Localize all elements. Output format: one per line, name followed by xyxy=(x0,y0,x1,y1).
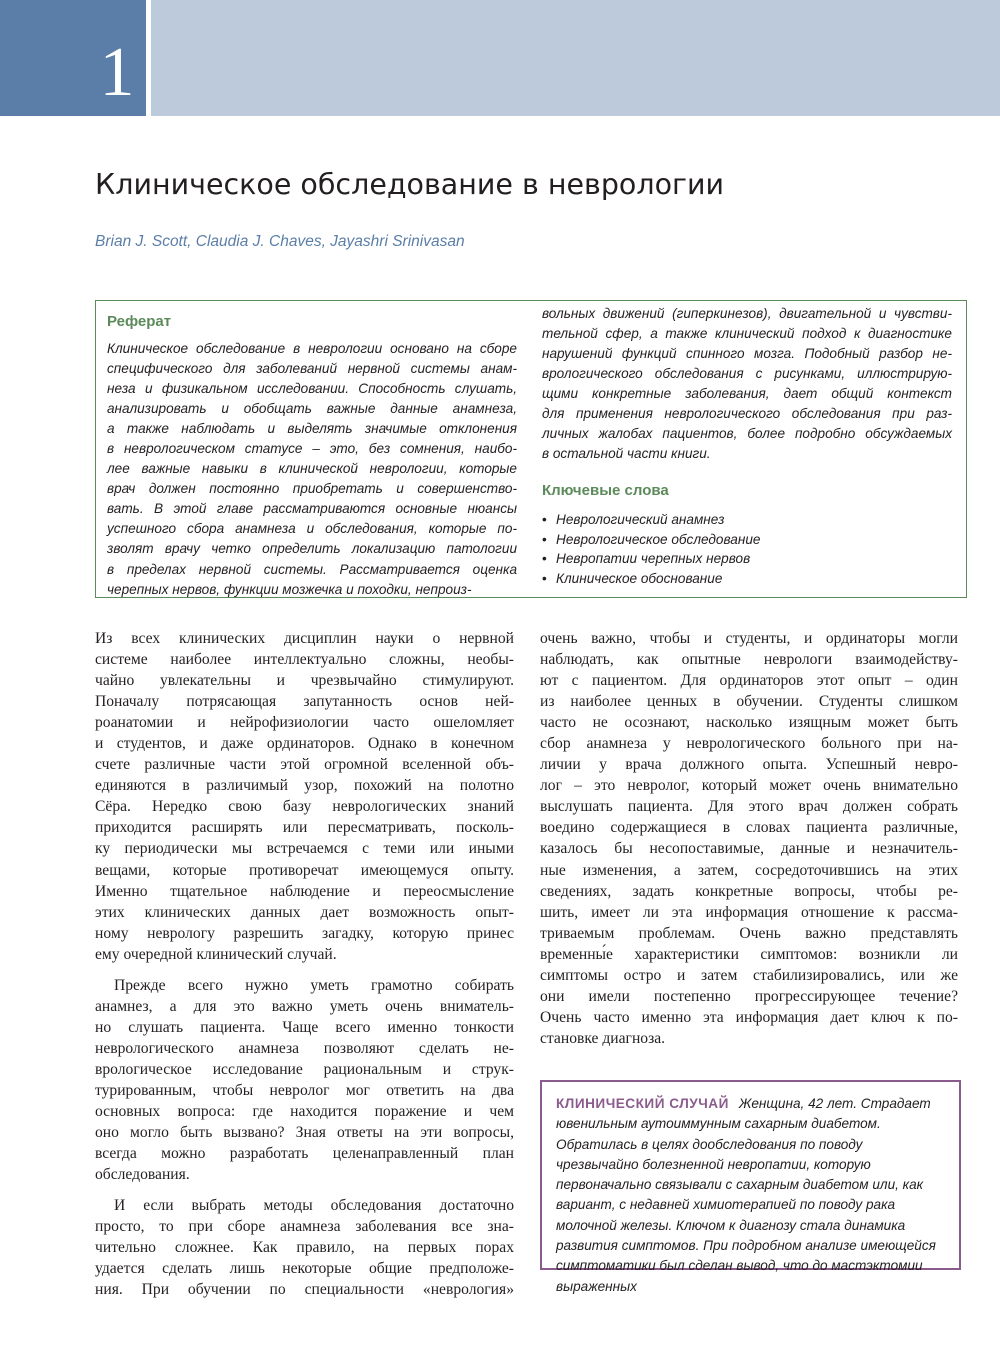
body-line: системе наиболее интеллектуально сложны, необы- xyxy=(95,651,514,669)
body-line: чительно сложнее. Как правило, на первых порах xyxy=(95,1239,514,1257)
abstract-text-left xyxy=(107,339,517,600)
body-line: этих клинических данных дает возможность опыт- xyxy=(95,903,514,921)
body-line: врологическое исследование рациональным и струк- xyxy=(95,1060,514,1078)
body-line: симптомы остро и затем стабилизировались, или же xyxy=(540,966,958,984)
keyword-text: Невропатии черепных нервов xyxy=(556,551,751,566)
body-line: ные изменения, а затем, сосредоточившись на этих xyxy=(540,861,958,879)
body-line: воедино содержащиеся в словах пациента различные, xyxy=(540,819,958,837)
body-line: ют с пациентом. Для ординаторов этот опыт – один xyxy=(540,672,958,690)
paragraph-gap xyxy=(95,1185,514,1195)
abstract-line: зволят врачу четко определить локализацию патологии xyxy=(107,541,517,557)
body-line: основных вопроса: где находится поражение и чем xyxy=(95,1103,514,1121)
keyword-item xyxy=(542,549,760,569)
body-line: но слушать пациента. Чаще всего именно тонкости xyxy=(95,1018,514,1036)
body-column-left xyxy=(95,628,514,1300)
body-line: сведениях, задать конкретные вопросы, чтобы ре- xyxy=(540,882,958,900)
body-line: Сёра. Нередко свою базу неврологических знаний xyxy=(95,798,514,816)
keywords-heading: Ключевые слова xyxy=(542,482,669,499)
abstract-line: черепных нервов, функции мозжечка и походки, непроиз- xyxy=(107,581,472,597)
body-line: триваемым проблемам. Очень важно представлять xyxy=(540,924,958,942)
abstract-line: нарушений функций спинного мозга. Подобный разбор не- xyxy=(542,346,952,362)
body-line: обследования. xyxy=(95,1166,190,1184)
abstract-line: врологического обследования с рисунками, иллюстрирую- xyxy=(542,366,952,382)
body-line: Из всех клинических дисциплин науки о нервной xyxy=(95,630,514,647)
body-line: часто не осознают, насколько изящным может быть xyxy=(540,714,958,732)
body-line: роанатомии и нейрофизиологии часто ошеломляет xyxy=(95,714,514,732)
keyword-text: Неврологическое обследование xyxy=(556,531,761,547)
body-line: шить, имеет ли эта информация отношение к рассма- xyxy=(540,903,958,921)
body-line: сбор анамнеза у неврологического больного при на- xyxy=(540,735,958,753)
abstract-line: в неврологическом статусе – это, без сомнения, наибо- xyxy=(107,441,517,457)
abstract-line: успешного сбора анамнеза и обследования, которые по- xyxy=(107,521,517,537)
keywords-list xyxy=(542,510,760,588)
bullet-icon: • xyxy=(542,551,547,566)
abstract-line: для применения неврологического обследования при раз- xyxy=(542,406,952,422)
body-line: ку периодически мы встречаемся с теми или иными xyxy=(95,840,514,858)
abstract-box xyxy=(95,300,967,598)
bullet-icon: • xyxy=(542,512,547,527)
body-line: Поначалу потрясающая запутанность основ ней- xyxy=(95,693,514,711)
body-line: личии у врача должного опыта. Успешный невро- xyxy=(540,756,958,774)
keyword-item xyxy=(542,530,760,550)
abstract-line: врач должен постоянно приобретать и совершенство- xyxy=(107,481,517,497)
body-line: приходится расширять или пересматривать, посколь- xyxy=(95,819,514,837)
keyword-item xyxy=(542,510,760,530)
body-line: наблюдать, как опытные неврологи взаимодейству- xyxy=(540,651,958,669)
chapter-authors: Brian J. Scott, Claudia J. Chaves, Jayashri Srinivasan xyxy=(95,233,465,250)
abstract-line: в пределах нервной системы. Рассматривается оценка xyxy=(107,561,517,577)
body-line: просто, то при сборе анамнеза заболевания все зна- xyxy=(95,1218,514,1236)
clinical-case-text xyxy=(556,1094,948,1297)
body-line: неврологического анамнеза позволяют сделать не- xyxy=(95,1039,514,1057)
body-line: всегда можно разработать целенаправленный план xyxy=(95,1145,514,1163)
paragraph-gap xyxy=(95,965,514,975)
body-line: анамнез, а для это важно уметь очень вниматель- xyxy=(95,997,514,1015)
chapter-number: 1 xyxy=(99,34,135,111)
abstract-line: неза и физикальном исследовании. Способность слушать, xyxy=(107,381,517,397)
keyword-text: Неврологический анамнез xyxy=(556,512,725,527)
body-line: И если выбрать методы обследования достаточно xyxy=(114,1197,514,1215)
abstract-line: лее важные навыки в клинической неврологии, которые xyxy=(107,461,517,477)
chapter-title: Клиническое обследование в неврологии xyxy=(95,168,725,201)
abstract-line: щими конкретные заболевания, дает общий контекст xyxy=(542,386,952,402)
body-line: временны́е характеристики симптомов: возникли ли xyxy=(540,945,958,963)
body-line: Прежде всего нужно уметь грамотно собирать xyxy=(114,976,514,994)
abstract-line: тельной сфер, а также клинический подход к диагностике xyxy=(542,326,952,342)
body-line: ному неврологу разрешить загадку, которую принес xyxy=(95,924,514,942)
abstract-line: в остальной части книги. xyxy=(542,446,711,462)
body-line: турированным, чтобы невролог мог ответить на два xyxy=(95,1081,514,1099)
bullet-icon: • xyxy=(542,570,547,586)
keyword-text: Клиническое обоснование xyxy=(556,570,723,586)
body-line: становке диагноза. xyxy=(540,1029,666,1047)
abstract-line: личных жалобах пациентов, более подробно обсуждаемых xyxy=(542,426,952,442)
abstract-line: анализировать и обобщать важные данные анамнеза, xyxy=(107,401,517,417)
body-line: ему очередной клинический случай. xyxy=(95,945,337,963)
body-line: оно могло быть вызвано? Зная ответы на эти вопросы, xyxy=(95,1124,514,1142)
chapter-band-light xyxy=(151,0,1000,116)
keyword-item xyxy=(542,569,760,589)
clinical-case-label: КЛИНИЧЕСКИЙ СЛУЧАЙ xyxy=(556,1096,729,1111)
body-column-right xyxy=(540,628,958,1049)
body-line: казалось бы несопоставимые, данные и незначитель- xyxy=(540,840,958,858)
abstract-text-right xyxy=(542,304,952,464)
body-line: лог – это невролог, который может очень внимательно xyxy=(540,777,958,795)
body-line: чайно увлекательны и чрезвычайно стимулируют. xyxy=(95,672,514,690)
body-line: они имели постепенно прогрессирующее течение? xyxy=(540,987,958,1005)
abstract-line: Клиническое обследование в неврологии основано на сборе xyxy=(107,341,517,356)
body-line: единяются в различимый узор, похожий на полотно xyxy=(95,777,514,795)
body-line: из наиболее ценных в обучении. Студенты слишком xyxy=(540,693,958,711)
clinical-case-box xyxy=(540,1080,961,1294)
body-line: счете различные части этой огромной вселенной объ- xyxy=(95,756,514,774)
abstract-line: а также наблюдать и выделять значимые отклонения xyxy=(107,421,517,437)
abstract-heading: Реферат xyxy=(107,313,172,330)
body-line: очень важно, чтобы и студенты, и ординаторы могли xyxy=(540,630,958,647)
body-line: удается сделать лишь некоторые общие предположе- xyxy=(95,1260,514,1278)
body-line: Очень часто именно эта информация дает ключ к по- xyxy=(540,1008,958,1026)
bullet-icon: • xyxy=(542,531,547,547)
abstract-line: вать. В этой главе рассматриваются основные нюансы xyxy=(107,501,517,517)
body-line: и студентов, и даже ординаторов. Однако в конечном xyxy=(95,735,514,753)
body-line: Именно тщательное наблюдение и переосмысление xyxy=(95,882,514,900)
clinical-case-body: Женщина, 42 лет. Страдает ювенильным аутоиммунным сахарным диабетом. Обратилась в целях дообследования по поводу чрезвычайно болезненной невропатии, которую первоначально связывали с сахарным диабетом или, как вариант, с недавней химиотерапией по поводу рака молочной железы. Ключом к диагнозу стала динамика развития симптомов. При подробном анализе имеющейся симптоматики был сделан вывод, что до мастэктомии выраженных xyxy=(556,1096,936,1294)
abstract-line: специфического для заболеваний нервной системы анам- xyxy=(107,361,517,377)
body-line: вещами, которые противоречат имеющемуся опыту. xyxy=(95,861,514,879)
abstract-line: вольных движений (гиперкинезов), двигательной и чувстви- xyxy=(542,306,952,321)
body-line: выслушать пациента. Для этого врач должен собрать xyxy=(540,798,958,816)
body-line: ния. При обучении по специальности «неврология» xyxy=(95,1281,514,1299)
